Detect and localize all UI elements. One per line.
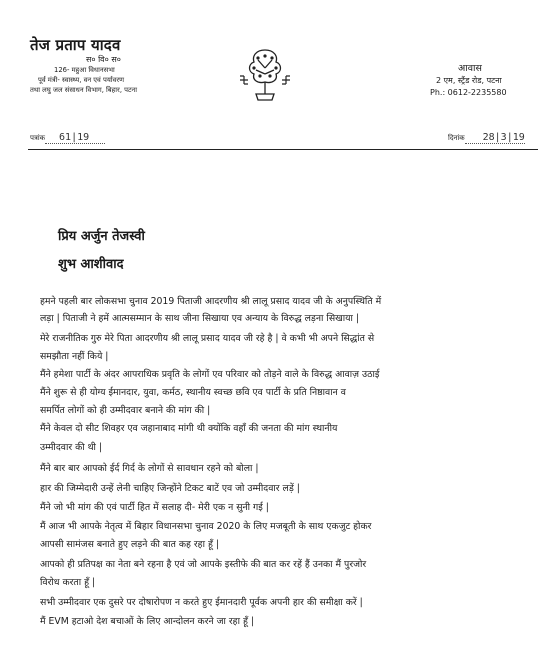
greeting-recipient: प्रिय अर्जुन तेजस्वी bbox=[58, 229, 145, 244]
body-line: समझौता नहीं किये | bbox=[40, 351, 109, 362]
body-line: आपसी सामंजस बनाते हुए लड़ने की बात कह रहा हूँ | bbox=[40, 539, 220, 550]
body-line: हमने पहली बार लोकसभा चुनाव 2019 पिताजी आदरणीय श्री लालू प्रसाद यादव जी के अनुपस्थिति में bbox=[40, 296, 382, 307]
body-line: मैंने केवल दो सीट शिवहर एव जहानाबाद मांगी थी क्योंकि वहाँ की जनता की मांग स्थानीय bbox=[40, 423, 338, 434]
body-line: लड़ा | पिताजी ने हमें आत्मसम्मान के साथ जीना सिखाया एव अन्याय के विरुद्ध लड़ना सिखाया | bbox=[40, 313, 360, 324]
body-line: समर्पित लोगों को ही उम्मीदवार बनाने की मांग की | bbox=[40, 405, 211, 416]
letterhead-left bbox=[30, 36, 230, 95]
dinank-label: दिनांक bbox=[448, 134, 465, 142]
patrank-value: 61|19 bbox=[59, 132, 90, 143]
letterhead-degree: स० वि० स० bbox=[86, 55, 121, 64]
body-line: मैं आज भी आपके नेतृत्व में बिहार विधानसभा चुनाव 2020 के लिए मजबूती के साथ एकजुट होकर bbox=[40, 521, 372, 532]
body-line: मैंने शुरू से ही योग्य ईमानदार, युवा, कर्मठ, स्थानीय स्वच्छ छवि एव पार्टी के प्रति निष्ठावान व bbox=[40, 387, 346, 398]
body-line: सभी उम्मीदवार एक दुसरे पर दोषारोपण न करते हुए ईमानदारी पूर्वक अपनी हार की समीक्षा करें | bbox=[40, 597, 363, 608]
letterhead-former-minister: पूर्व मंत्री- स्वास्थ्य, वन एवं पर्यावरण bbox=[38, 76, 125, 84]
letterhead-constituency: 126- महुआ विधानसभा bbox=[54, 66, 115, 74]
body-line: मैं EVM हटाओ देश बचाओं के लिए आन्दोलन करने जा रहा हूँ | bbox=[40, 616, 254, 627]
body-line: आपको ही प्रतिपक्ष का नेता बने रहना है एवं जो आपके इस्तीफे की बात कर रहें हैं उनका मैं पुरजोर bbox=[40, 559, 367, 570]
party-emblem-icon bbox=[236, 44, 294, 108]
patrank-label: पत्रांक bbox=[30, 134, 46, 142]
letterhead-department: तथा लघु जल संसाधन विभाग, बिहार, पटना bbox=[30, 86, 137, 94]
header-divider bbox=[28, 149, 538, 150]
body-line: मैंने जो भी मांग की एवं पार्टी हित में सलाह दी- मेरी एक न सुनी गई | bbox=[40, 502, 269, 513]
letterhead-right bbox=[430, 62, 540, 99]
body-line: मैंने हमेशा पार्टी के अंदर आपराधिक प्रवृति के लोगों एव परिवार को तोड़ने वाले के विरुद्ध आवाज़ उठाई bbox=[40, 369, 380, 380]
body-line: विरोध करता हूँ | bbox=[40, 577, 96, 588]
residence-phone: Ph.: 0612-2235580 bbox=[430, 88, 507, 97]
body-line: मैंने बार बार आपको ईर्द गिर्द के लोगों से सावधान रहने को बोला | bbox=[40, 463, 259, 474]
residence-title: आवास bbox=[458, 63, 482, 74]
body-line: उम्मीदवार की थी | bbox=[40, 442, 103, 453]
reference-number bbox=[30, 132, 105, 144]
greeting-blessing: शुभ आशीवाद bbox=[58, 257, 124, 272]
body-line: हार की जिम्मेदारी उन्हें लेनी चाहिए जिन्होंने टिकट बाटें एव जो उम्मीदवार लड़ें | bbox=[40, 483, 300, 494]
residence-address: 2 एम, स्ट्रैंड रोड, पटना bbox=[436, 76, 502, 85]
reference-date bbox=[448, 132, 525, 144]
letterhead-name: तेज प्रताप यादव bbox=[30, 36, 121, 54]
dinank-value: 28|3|19 bbox=[482, 132, 525, 143]
body-line: मेरे राजनीतिक गुरु मेरे पिता आदरणीय श्री लालू प्रसाद यादव जी रहे है | वे कभी भी अपने सिद्धांत से bbox=[40, 333, 375, 344]
